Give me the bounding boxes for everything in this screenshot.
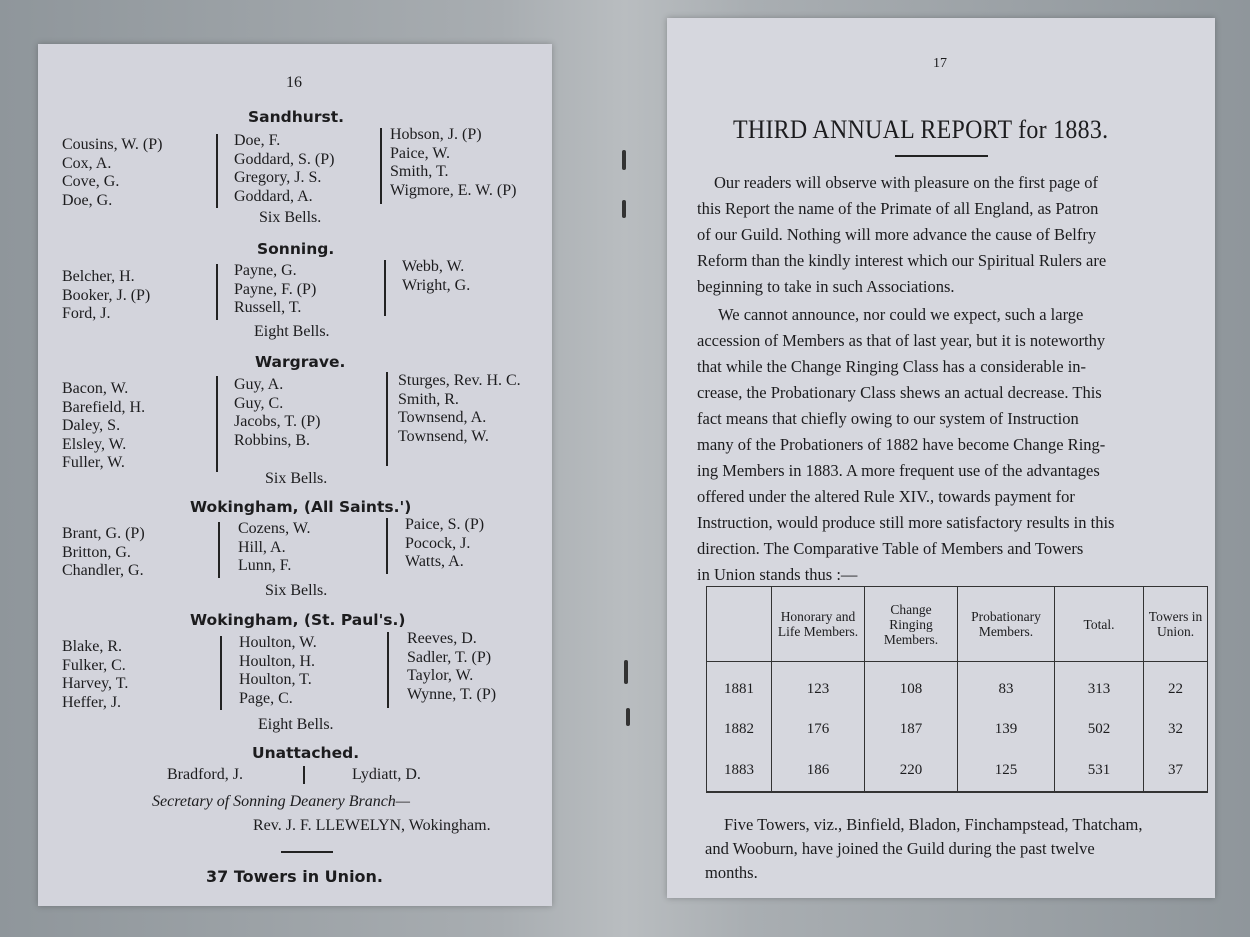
name-column: Houlton, W. Houlton, H. Houlton, T. Page, C.: [239, 634, 317, 707]
section-heading: Sonning.: [257, 240, 335, 258]
paragraph-line: We cannot announce, nor could we expect, such a large: [718, 305, 1084, 324]
column-divider: [386, 372, 388, 466]
paragraph-line: crease, the Probationary Class shews an actual decrease. This: [697, 383, 1102, 402]
paragraph-line: in Union stands thus :—: [697, 565, 858, 584]
section-heading: Sandhurst.: [248, 108, 344, 126]
section-heading: Unattached.: [252, 744, 360, 762]
table-cell: 32: [1144, 709, 1208, 749]
binding-stitch: [626, 708, 630, 726]
paragraph-line: months.: [705, 863, 758, 882]
table-cell: 139: [958, 709, 1055, 749]
paragraph-line: and Wooburn, have joined the Guild during the past twelve: [705, 839, 1095, 858]
table-row: [707, 662, 1208, 710]
binding-stitch: [622, 200, 626, 218]
section-heading: Wokingham, (All Saints.'): [190, 498, 412, 516]
secretary-name: Rev. J. F. LLEWELYN, Wokingham.: [253, 817, 491, 834]
paragraph-line: Instruction, would produce still more satisfactory results in this: [697, 513, 1115, 532]
name-column: Cousins, W. (P) Cox, A. Cove, G. Doe, G.: [62, 136, 163, 209]
name-column: Sturges, Rev. H. C. Smith, R. Townsend, A. Townsend, W.: [398, 372, 521, 445]
bells-note: Six Bells.: [265, 582, 328, 599]
table-header: [707, 587, 772, 662]
column-divider: [216, 134, 218, 208]
paragraph-line: Five Towers, viz., Binfield, Bladon, Finchampstead, Thatcham,: [724, 815, 1143, 834]
name-column: Paice, S. (P) Pocock, J. Watts, A.: [405, 516, 485, 570]
column-divider: [303, 766, 305, 784]
column-divider: [384, 260, 386, 316]
section-heading: Wargrave.: [255, 353, 346, 371]
table-cell: 123: [772, 662, 865, 710]
page-number: 16: [286, 74, 302, 91]
table-row: [707, 709, 1208, 749]
binding-stitch: [624, 660, 628, 684]
unattached-name: Lydiatt, D.: [352, 766, 421, 783]
table-cell: 313: [1055, 662, 1144, 710]
name-column: Hobson, J. (P) Paice, W. Smith, T. Wigmore, E. W. (P): [390, 126, 517, 199]
name-column: Bacon, W. Barefield, H. Daley, S. Elsley, W. Fuller, W.: [62, 380, 146, 471]
name-column: Payne, G. Payne, F. (P) Russell, T.: [234, 262, 317, 316]
table-cell: 1881: [707, 662, 772, 710]
report-title: THIRD ANNUAL REPORT for 1883.: [733, 115, 1109, 144]
table-header: Probationary Members.: [958, 587, 1055, 662]
table-cell: 186: [772, 749, 865, 792]
paragraph-line: Reform than the kindly interest which our Spiritual Rulers are: [697, 251, 1107, 270]
towers-total: 37 Towers in Union.: [206, 867, 384, 886]
table-header-row: [707, 587, 1208, 662]
table-cell: 108: [865, 662, 958, 710]
bells-note: Eight Bells.: [258, 716, 334, 733]
paragraph-line: of our Guild. Nothing will more advance the cause of Belfry: [697, 225, 1097, 244]
table-header: Towers in Union.: [1144, 587, 1208, 662]
paragraph-line: accession of Members as that of last year, but it is noteworthy: [697, 331, 1106, 350]
name-column: Reeves, D. Sadler, T. (P) Taylor, W. Wynne, T. (P): [407, 630, 497, 703]
paragraph-line: ing Members in 1883. A more frequent use of the advantages: [697, 461, 1100, 480]
name-column: Guy, A. Guy, C. Jacobs, T. (P) Robbins, B.: [234, 376, 321, 449]
name-column: Brant, G. (P) Britton, G. Chandler, G.: [62, 525, 145, 579]
table-cell: 176: [772, 709, 865, 749]
bells-note: Six Bells.: [265, 470, 328, 487]
name-column: Doe, F. Goddard, S. (P) Gregory, J. S. Goddard, A.: [234, 132, 335, 205]
table-row: [707, 749, 1208, 792]
binding-stitch: [622, 150, 626, 170]
name-column: Blake, R. Fulker, C. Harvey, T. Heffer, J.: [62, 638, 129, 711]
column-divider: [216, 264, 218, 320]
unattached-name: Bradford, J.: [167, 766, 243, 783]
table-cell: 220: [865, 749, 958, 792]
column-divider: [386, 518, 388, 574]
table-cell: 83: [958, 662, 1055, 710]
paragraph-line: this Report the name of the Primate of all England, as Patron: [697, 199, 1099, 218]
column-divider: [387, 632, 389, 708]
column-divider: [220, 636, 222, 710]
paragraph-line: fact means that chiefly owing to our system of Instruction: [697, 409, 1079, 428]
table-cell: 187: [865, 709, 958, 749]
column-divider: [216, 376, 218, 472]
secretary-label: Secretary of Sonning Deanery Branch—: [152, 793, 411, 810]
table-cell: 531: [1055, 749, 1144, 792]
paragraph-line: offered under the altered Rule XIV., towards payment for: [697, 487, 1075, 506]
paragraph-line: Our readers will observe with pleasure on the first page of: [714, 173, 1098, 192]
name-column: Belcher, H. Booker, J. (P) Ford, J.: [62, 268, 151, 322]
divider-rule: [281, 851, 333, 853]
table-cell: 125: [958, 749, 1055, 792]
column-divider: [218, 522, 220, 578]
page-number: 17: [933, 56, 947, 71]
paragraph-line: direction. The Comparative Table of Members and Towers: [697, 539, 1084, 558]
title-rule: [895, 155, 988, 157]
name-column: Webb, W. Wright, G.: [402, 258, 471, 294]
paragraph-line: beginning to take in such Associations.: [697, 277, 955, 296]
column-divider: [380, 128, 382, 204]
table-cell: 1883: [707, 749, 772, 792]
table-cell: 37: [1144, 749, 1208, 792]
section-heading: Wokingham, (St. Paul's.): [190, 611, 406, 629]
name-column: Cozens, W. Hill, A. Lunn, F.: [238, 520, 311, 574]
paragraph-line: many of the Probationers of 1882 have become Change Ring-: [697, 435, 1106, 454]
table-cell: 502: [1055, 709, 1144, 749]
bells-note: Six Bells.: [259, 209, 322, 226]
table-header: Total.: [1055, 587, 1144, 662]
table-cell: 22: [1144, 662, 1208, 710]
comparative-table: [706, 586, 1208, 793]
table-cell: 1882: [707, 709, 772, 749]
bells-note: Eight Bells.: [254, 323, 330, 340]
paragraph-line: that while the Change Ringing Class has a considerable in-: [697, 357, 1087, 376]
table-header: Honorary and Life Members.: [772, 587, 865, 662]
table-header: Change Ringing Members.: [865, 587, 958, 662]
